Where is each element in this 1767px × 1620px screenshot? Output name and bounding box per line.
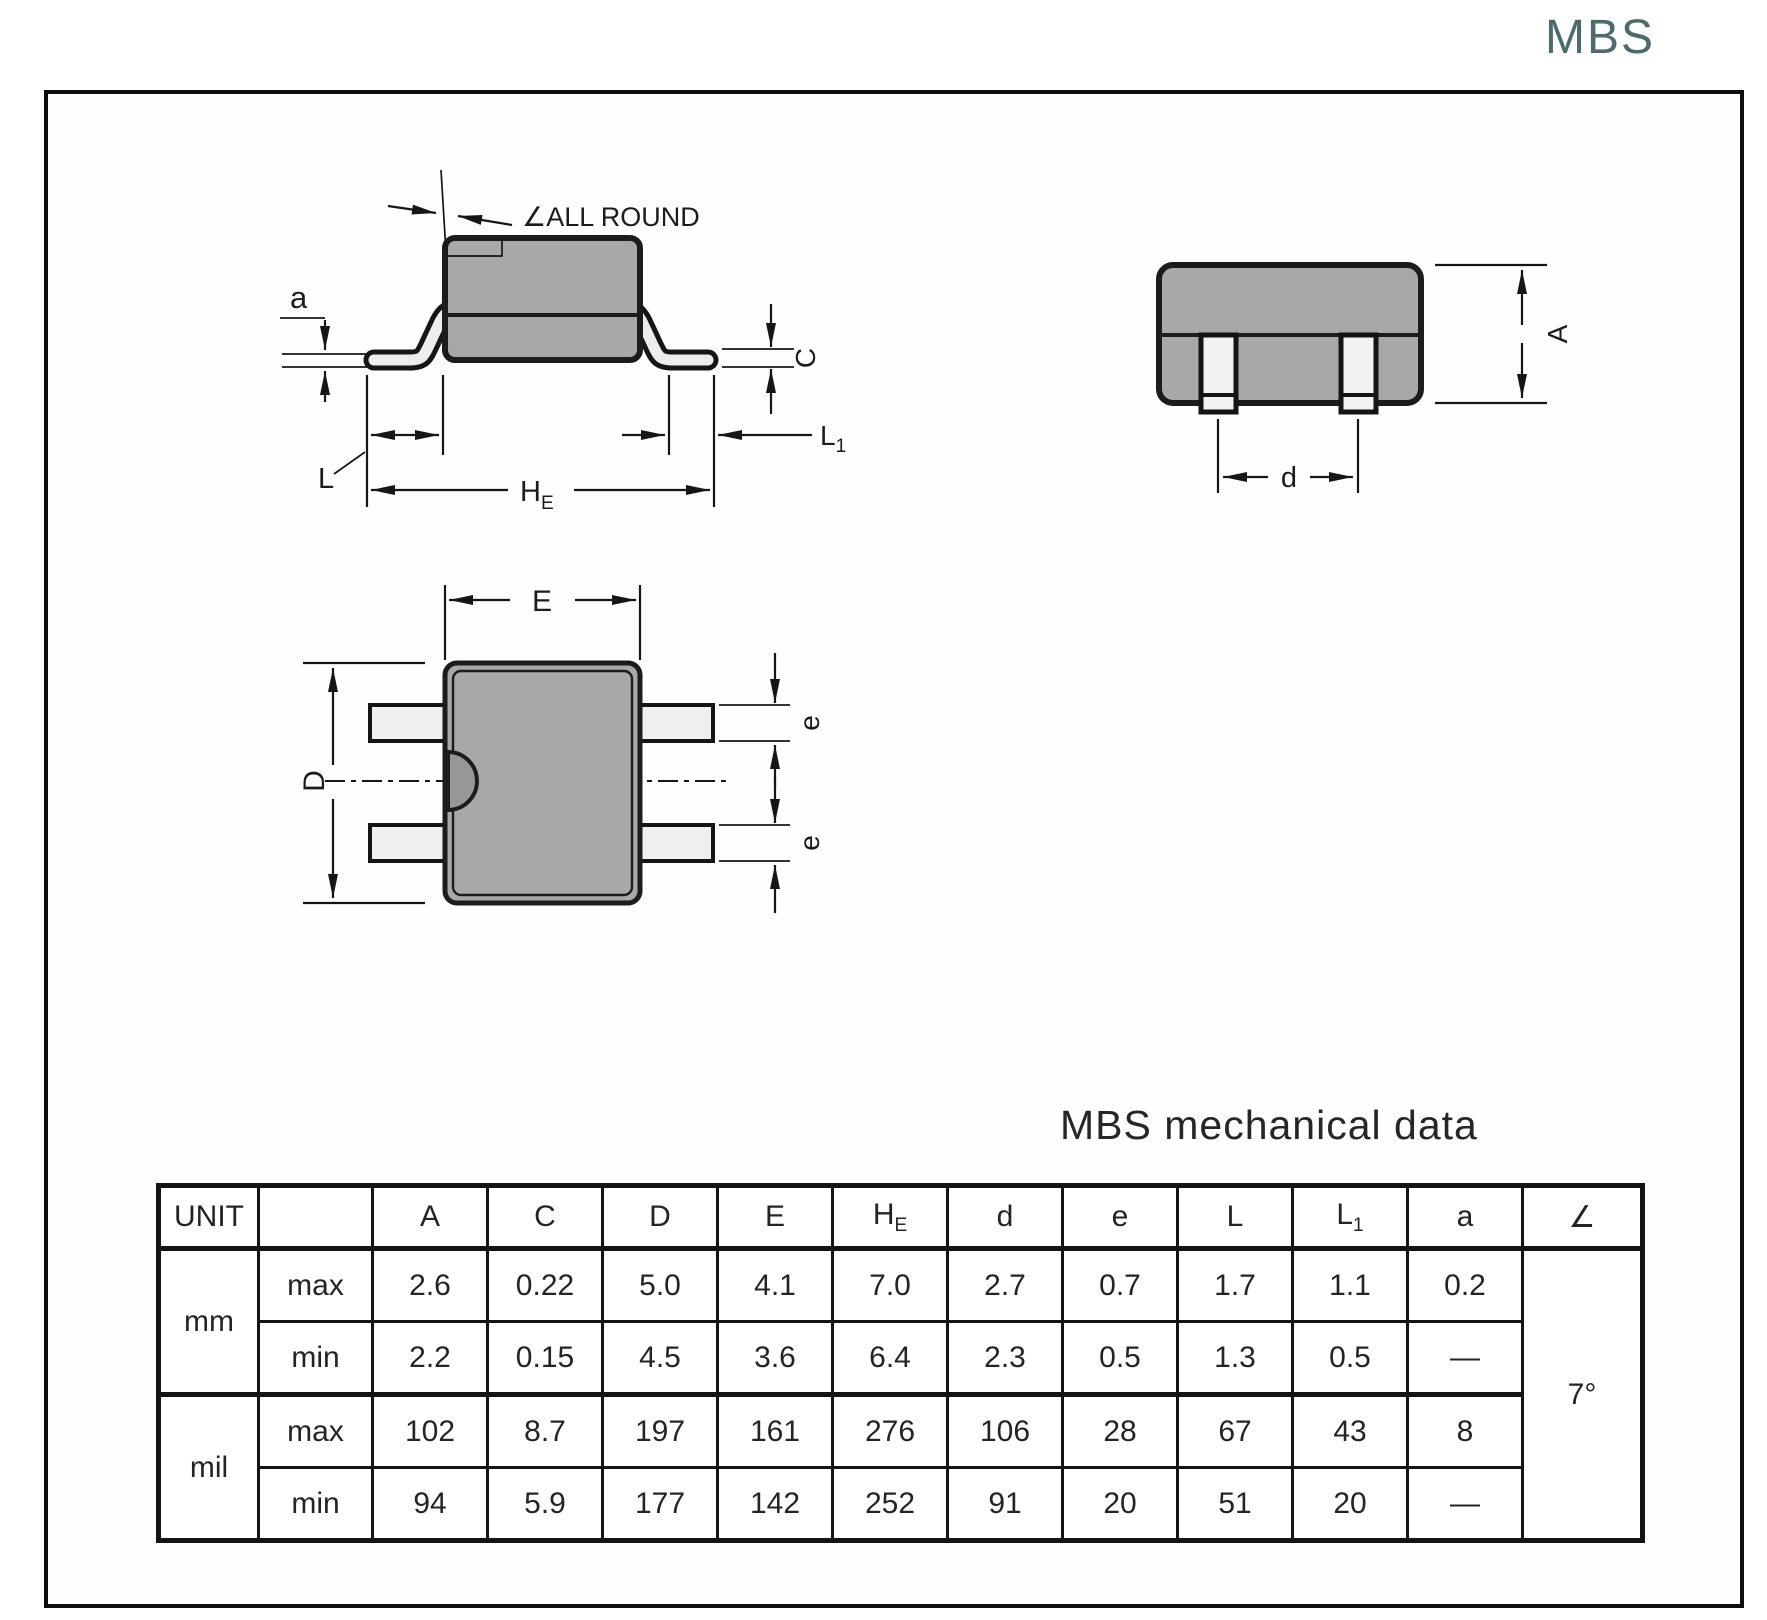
table-cell: 43 [1293, 1395, 1408, 1468]
minmax-cell: min [259, 1468, 373, 1541]
table-cell: 2.3 [948, 1322, 1063, 1395]
angle-value-cell: 7° [1523, 1249, 1643, 1541]
draft-angle-line [441, 170, 446, 252]
table-cell: 2.7 [948, 1249, 1063, 1322]
drawing-frame [44, 90, 1744, 1608]
row-mil-max [159, 1395, 1643, 1468]
c-label: C [790, 347, 821, 369]
table-cell: 91 [948, 1468, 1063, 1541]
page-title: MBS [1545, 11, 1656, 64]
top-lead-left-lower [370, 825, 445, 861]
he-label: $H_E$ [520, 476, 554, 512]
side-view-drawing [270, 160, 870, 512]
col-header-C: C [488, 1186, 603, 1249]
table-cell: 5.0 [603, 1249, 718, 1322]
table-cell: 67 [1178, 1395, 1293, 1468]
e-dim-label: E [531, 585, 553, 618]
table-cell: 161 [718, 1395, 833, 1468]
table-cell: 1.1 [1293, 1249, 1408, 1322]
table-cell: 0.5 [1293, 1322, 1408, 1395]
table-cell: 4.1 [718, 1249, 833, 1322]
col-header-D: D [603, 1186, 718, 1249]
table-cell: 20 [1293, 1468, 1408, 1541]
col-header-e: e [1063, 1186, 1178, 1249]
col-header-unit: UNIT [159, 1186, 259, 1249]
table-cell: 0.22 [488, 1249, 603, 1322]
table-cell: 2.2 [373, 1322, 488, 1395]
table-cell: 20 [1063, 1468, 1178, 1541]
row-mil-min [159, 1468, 1643, 1541]
d-label: d [1280, 462, 1298, 494]
table-cell: 3.6 [718, 1322, 833, 1395]
e-bottom-label: e [794, 835, 825, 851]
d-dim-label: D [298, 770, 331, 792]
a-dim-label: A [1542, 324, 1573, 344]
l-label: L [318, 463, 335, 495]
end-view-drawing [1140, 235, 1610, 507]
table-cell: 51 [1178, 1468, 1293, 1541]
all-round-arrow-left [388, 206, 436, 213]
mechanical-data-table-wrap [156, 1183, 1645, 1543]
row-mm-max [159, 1249, 1643, 1322]
top-lead-left-upper [370, 705, 445, 741]
col-header-L: L [1178, 1186, 1293, 1249]
end-lead-right [1341, 335, 1376, 412]
col-header-HE: $H_E$ [833, 1186, 948, 1249]
top-lead-right-upper [640, 705, 713, 741]
table-cell: 6.4 [833, 1322, 948, 1395]
col-header-L1: $L_1$ [1293, 1186, 1408, 1249]
row-mm-min [159, 1322, 1643, 1395]
all-round-label: ∠ALL ROUND [522, 202, 700, 232]
table-cell: 8.7 [488, 1395, 603, 1468]
table-cell: 1.3 [1178, 1322, 1293, 1395]
col-header-a: a [1408, 1186, 1523, 1249]
table-cell: 0.7 [1063, 1249, 1178, 1322]
unit-cell-mil: mil [159, 1395, 259, 1541]
col-header-angle: ∠ [1523, 1186, 1643, 1249]
table-cell: 8 [1408, 1395, 1523, 1468]
top-view-drawing [285, 575, 845, 1045]
minmax-cell: max [259, 1395, 373, 1468]
table-cell: 142 [718, 1468, 833, 1541]
table-cell: 252 [833, 1468, 948, 1541]
col-header-A: A [373, 1186, 488, 1249]
top-lead-right-lower [640, 825, 713, 861]
col-header-blank [259, 1186, 373, 1249]
e-top-label: e [794, 715, 825, 731]
header-row [159, 1186, 1643, 1249]
table-cell: 0.15 [488, 1322, 603, 1395]
table-cell: 94 [373, 1468, 488, 1541]
a-label: a [290, 280, 308, 315]
l1-label: $L_1$ [820, 420, 847, 457]
table-cell: 276 [833, 1395, 948, 1468]
table-cell: 102 [373, 1395, 488, 1468]
minmax-cell: max [259, 1249, 373, 1322]
table-cell: 177 [603, 1468, 718, 1541]
l-leader-line [334, 452, 365, 474]
table-cell: 106 [948, 1395, 1063, 1468]
table-cell: 0.5 [1063, 1322, 1178, 1395]
table-cell: 7.0 [833, 1249, 948, 1322]
table-cell: — [1408, 1322, 1523, 1395]
col-header-d: d [948, 1186, 1063, 1249]
table-cell: 1.7 [1178, 1249, 1293, 1322]
section-title: MBS mechanical data [1060, 1102, 1478, 1148]
table-cell: 0.2 [1408, 1249, 1523, 1322]
all-round-arrow-right [458, 216, 512, 225]
minmax-cell: min [259, 1322, 373, 1395]
end-lead-left [1201, 335, 1236, 412]
unit-cell-mm: mm [159, 1249, 259, 1395]
mechanical-data-table [156, 1183, 1645, 1543]
table-cell: 28 [1063, 1395, 1178, 1468]
table-cell: 2.6 [373, 1249, 488, 1322]
table-cell: — [1408, 1468, 1523, 1541]
table-cell: 4.5 [603, 1322, 718, 1395]
table-cell: 5.9 [488, 1468, 603, 1541]
table-cell: 197 [603, 1395, 718, 1468]
col-header-E: E [718, 1186, 833, 1249]
